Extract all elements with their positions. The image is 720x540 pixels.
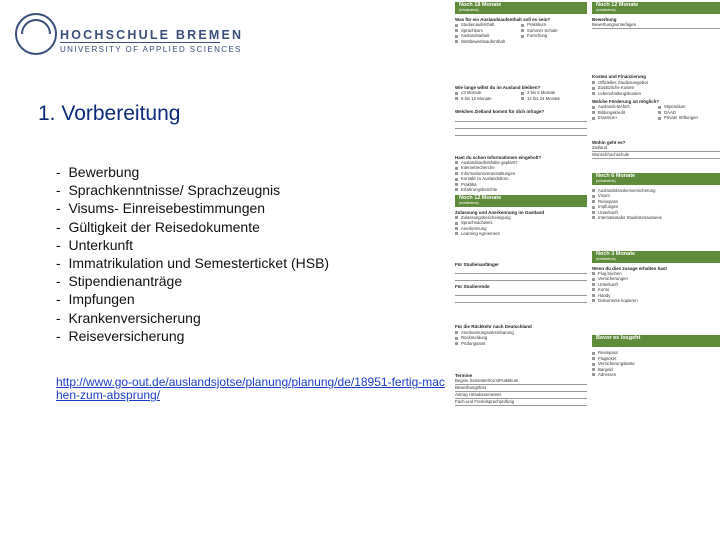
section-heading: Hast du schon Informationen eingeholt? — [455, 154, 542, 160]
checkbox-item: Learning Agreement — [455, 231, 587, 236]
fill-line — [455, 296, 587, 303]
bullet-item: - Impfungen — [56, 290, 329, 308]
checkbox-item: Wettbewerbsaufenthalt — [455, 39, 521, 44]
bullet-item: - Visums- Einreisebestimmungen — [56, 199, 329, 217]
checkbox-item: Versicherungskarte — [592, 361, 720, 366]
section-heading: Zulassung und Anerkennung im Gastland — [455, 209, 545, 215]
timeline-bar: Noch 12 Monate (mindestens) — [455, 195, 587, 207]
checkbox-item: Visum — [592, 193, 720, 198]
section-heading: Für Studierende — [455, 283, 490, 289]
logo-line-2: UNIVERSITY OF APPLIED SCIENCES — [60, 45, 242, 54]
checkbox-item: Anerkennungsvereinbarung — [455, 330, 587, 335]
checkbox-item: Offizielles Studienangebot — [592, 80, 720, 85]
checkbox-item: ≤3 Monate — [455, 90, 521, 95]
checkbox-item: Versicherungen — [592, 276, 720, 281]
checklist-column-right — [592, 0, 720, 540]
fill-line: Zielland — [592, 145, 720, 152]
checkbox-item: Studienaufenthalt — [455, 22, 521, 27]
checkbox-item: Lebenshaltungskosten — [592, 91, 720, 96]
section-heading: Termine — [455, 372, 473, 378]
checkbox-item: Forschung — [521, 33, 587, 38]
checklist-image — [450, 0, 720, 540]
checkbox-item: Konto — [592, 287, 720, 292]
checkbox-item: Kontakt zu Auslandsbüro — [455, 176, 587, 181]
date-field: Bewerbungsfrist — [455, 385, 587, 392]
section-heading: Für die Rückkehr nach Deutschland — [455, 324, 532, 330]
checkbox-item: Unterkunft — [592, 210, 720, 215]
logo-mark-icon — [14, 12, 58, 56]
date-field: Antrag Urlaubssemester — [455, 392, 587, 399]
timeline-bar: Bevor es losgeht — [592, 335, 720, 347]
checkbox-item: Flugticket — [592, 356, 720, 361]
section-heading: Wie lange willst du im Ausland bleiben? — [455, 85, 541, 91]
bullet-item: - Unterkunft — [56, 236, 329, 254]
checkbox-item: Dokumente kopieren — [592, 298, 720, 303]
section-heading: Welche Förderung ist möglich? — [592, 99, 660, 105]
section-heading: Wenn du dies zusage erhalten hast — [592, 265, 667, 271]
timeline-bar: Noch 3 Monate (mindestens) — [592, 251, 720, 263]
checkbox-item: Sommer Schule — [521, 28, 587, 33]
bullet-item: - Bewerbung — [56, 163, 329, 181]
fill-line — [455, 267, 587, 274]
checkbox-item: Prüfungsamt — [455, 341, 587, 346]
checklist-column-left — [455, 0, 587, 540]
checkbox-item: Zulassungsbescheinigung — [455, 215, 587, 220]
checkbox-item: 3 bis 6 Monate — [521, 90, 587, 95]
section-heading: Welches Zielland kommt für dich infrage? — [455, 109, 545, 115]
fill-line: Wunschhochschule — [592, 152, 720, 159]
checkbox-item: Bargeld — [592, 367, 720, 372]
logo-rule — [60, 42, 220, 43]
checkbox-item: Stipendium — [658, 104, 720, 109]
checkbox-item: Unterkunft — [592, 282, 720, 287]
fill-line — [455, 115, 587, 122]
section-heading: Wohin geht es? — [592, 139, 626, 145]
checkbox-item: Anerkennung — [455, 226, 587, 231]
date-field: Fach-und Fremdsprachprüfung — [455, 399, 587, 406]
section-heading: Bewerbung — [592, 17, 617, 22]
date-field: Beginn Semester/Kurs/Praktikum — [455, 378, 587, 385]
timeline-bar: Noch 12 Monate (mindestens) — [592, 2, 720, 14]
checkbox-item: Auslandskrankenversicherung — [592, 188, 720, 193]
bullet-item: - Gültigkeit der Reisedokumente — [56, 218, 329, 236]
checkbox-item: Sprachkurs — [455, 28, 521, 33]
fill-line — [455, 129, 587, 136]
bullet-item: - Reiseversicherung — [56, 327, 329, 345]
checkbox-item: Praktika — [455, 182, 587, 187]
checkbox-item: 12 bis 24 Monate — [521, 96, 587, 101]
checkbox-item: Bildungskredit — [592, 110, 658, 115]
checkbox-item: Reisepass — [592, 199, 720, 204]
checkbox-item: Internetrecherche — [455, 165, 587, 170]
timeline-bar: Noch 6 Monate (mindestens) — [592, 173, 720, 185]
fill-line — [455, 274, 587, 281]
checkbox-item: Reisepass — [592, 350, 720, 355]
university-logo — [14, 12, 244, 64]
checkbox-item: Erfahrungsberichte — [455, 187, 587, 192]
checkbox-item: Informationsveranstaltungen — [455, 171, 587, 176]
section-heading: Kosten und Finanzierung — [592, 74, 646, 80]
bullet-item: - Sprachkenntnisse/ Sprachzeugnis — [56, 181, 329, 199]
resource-link[interactable]: http://www.go-out.de/auslandsjotse/planung/planung/de/18951-fertig-machen-zum-absprung/ — [56, 375, 445, 402]
slide-title: 1. Vorbereitung — [38, 102, 181, 125]
fill-line — [455, 122, 587, 129]
checkbox-item: Private Stiftungen — [658, 115, 720, 120]
checkbox-item: Auslands-BAföG — [592, 104, 658, 109]
checkbox-item: Impfungen — [592, 204, 720, 209]
checkbox-item: 6 bis 12 Monate — [455, 96, 521, 101]
logo-line-1: HOCHSCHULE BREMEN — [60, 28, 244, 42]
section-heading: Was für ein Auslandsaufenthalt soll es sein? — [455, 17, 551, 22]
fill-line — [455, 289, 587, 296]
checkbox-item: Sprachnachweis — [455, 220, 587, 225]
bullet-list — [56, 163, 329, 345]
checkbox-item: Auslandsarbeit — [455, 33, 521, 38]
fill-line: Bewerbungsunterlagen — [592, 22, 720, 29]
checkbox-item: Flug buchen — [592, 271, 720, 276]
checkbox-item: DAAD — [658, 110, 720, 115]
checkbox-item: Adressen — [592, 372, 720, 377]
timeline-bar: Noch 18 Monate (mindestens) — [455, 2, 587, 14]
checkbox-item: Internationaler Studentenausweis — [592, 215, 720, 220]
section-heading: Für Studienanfänger — [455, 261, 500, 267]
checkbox-item: Erasmus+ — [592, 115, 658, 120]
checkbox-item: Rückmeldung — [455, 335, 587, 340]
checkbox-item: Auslandsaufenthalte geplant? — [455, 160, 587, 165]
bullet-item: - Stipendienanträge — [56, 272, 329, 290]
checkbox-item: Zusätzliche Kosten — [592, 85, 720, 90]
bullet-item: - Immatrikulation und Semesterticket (HSB) — [56, 254, 329, 272]
checkbox-item: Praktikum — [521, 22, 587, 27]
bullet-item: - Krankenversicherung — [56, 309, 329, 327]
checkbox-item: Handy — [592, 293, 720, 298]
